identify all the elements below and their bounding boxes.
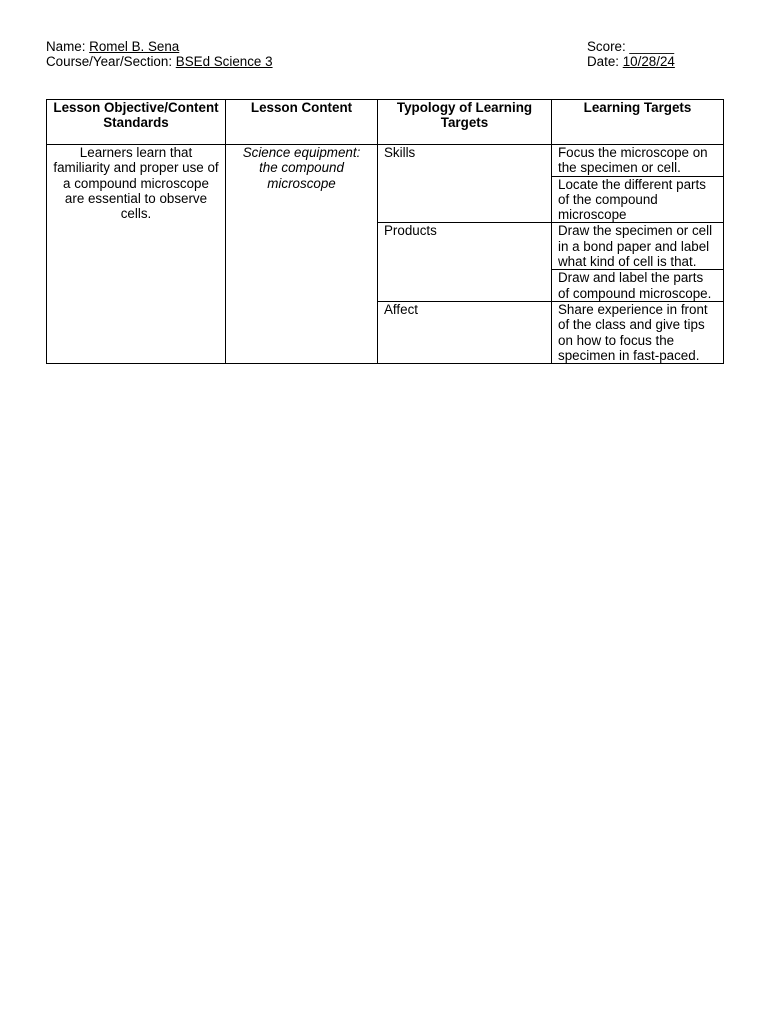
content-cell: Science equipment: the compound microscope xyxy=(226,145,378,364)
course-line xyxy=(46,54,273,69)
course-label: Course/Year/Section: xyxy=(46,54,176,69)
target-cell: Draw and label the parts of compound microscope. xyxy=(552,270,724,302)
header-objective: Lesson Objective/Content Standards xyxy=(47,100,226,145)
score-line xyxy=(587,39,674,54)
student-name-line xyxy=(46,39,179,54)
score-value: ______ xyxy=(629,39,675,54)
date-line xyxy=(587,54,675,69)
date-value: 10/28/24 xyxy=(622,54,675,69)
target-cell: Share experience in front of the class and give tips on how to focus the specimen in fast-paced. xyxy=(552,301,724,363)
score-label: Score: xyxy=(587,39,630,54)
typology-affect: Affect xyxy=(378,301,552,363)
typology-skills: Skills xyxy=(378,145,552,223)
objective-cell: Learners learn that familiarity and proper use of a compound microscope are essential to observe cells. xyxy=(47,145,226,364)
name-label: Name: xyxy=(46,39,90,54)
header-targets: Learning Targets xyxy=(552,100,724,145)
lesson-plan-table xyxy=(46,99,724,364)
header-typology: Typology of Learning Targets xyxy=(378,100,552,145)
target-cell: Draw the specimen or cell in a bond paper and label what kind of cell is that. xyxy=(552,223,724,270)
table-header-row xyxy=(47,100,724,145)
date-label: Date: xyxy=(587,54,623,69)
target-cell: Focus the microscope on the specimen or cell. xyxy=(552,145,724,177)
name-value: Romel B. Sena xyxy=(89,39,180,54)
target-cell: Locate the different parts of the compound microscope xyxy=(552,176,724,223)
typology-products: Products xyxy=(378,223,552,301)
course-value: BSEd Science 3 xyxy=(175,54,273,69)
header-content: Lesson Content xyxy=(226,100,378,145)
table-row xyxy=(47,145,724,177)
